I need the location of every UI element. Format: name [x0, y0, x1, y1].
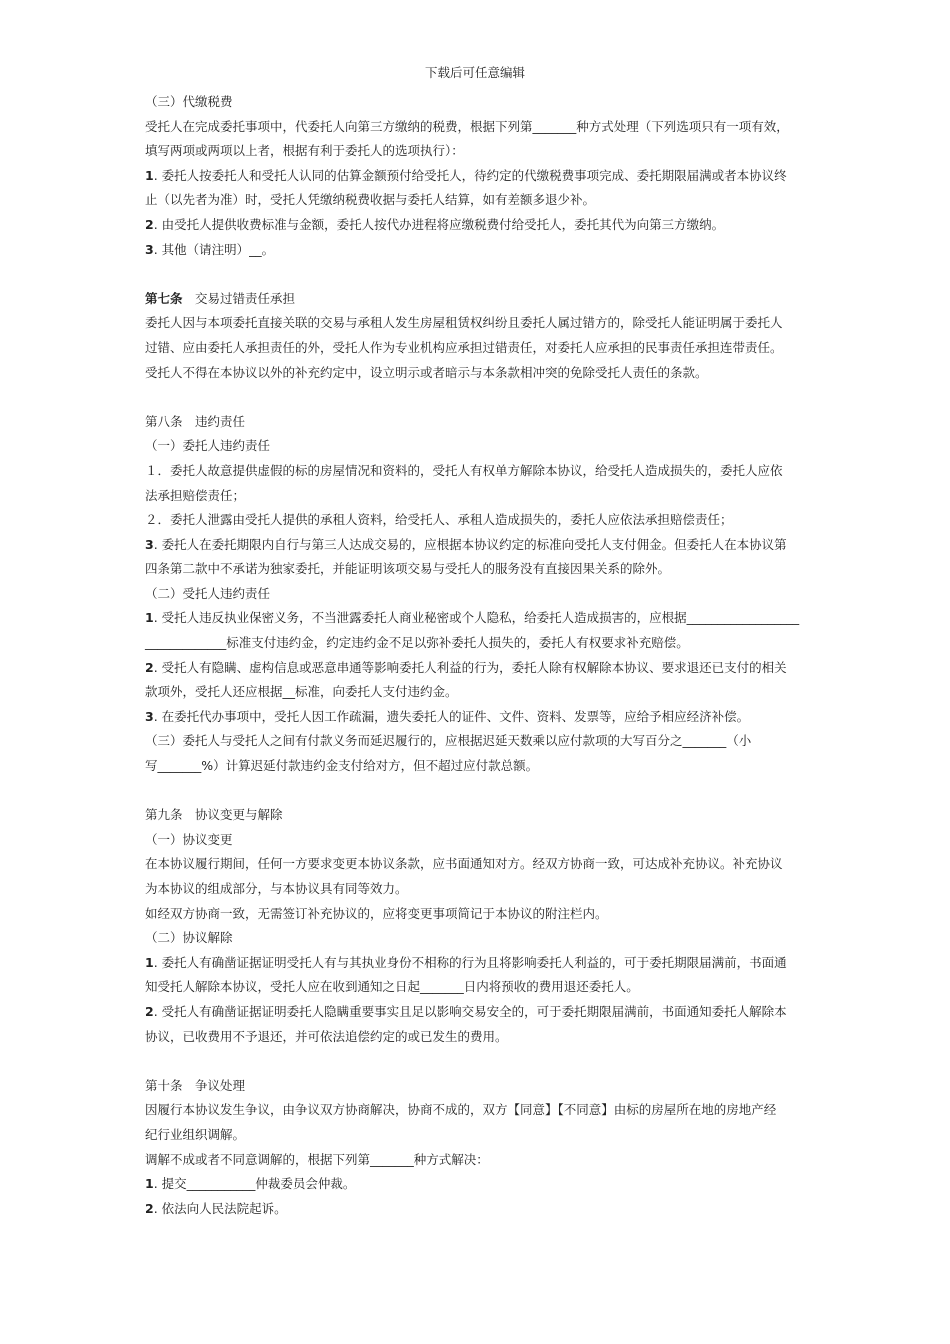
text-line: [145, 139, 825, 164]
text-line: [145, 951, 825, 976]
item-number: 1: [145, 610, 154, 626]
text-line: [145, 680, 825, 705]
item-number: 1: [145, 1176, 154, 1192]
text-line: [145, 311, 825, 336]
line-text: 交易过错责任承担: [182, 290, 296, 306]
text-line: [145, 975, 825, 1000]
document-body: [145, 90, 825, 1221]
paragraph-spacer: [145, 385, 825, 410]
text-line: [145, 1000, 825, 1025]
line-text: 第八条 违约责任: [145, 413, 246, 429]
text-line: [145, 336, 825, 361]
line-text: 知受托人解除本协议，受托人应在收到通知之日起_______日内将预收的费用退还委托人。: [145, 979, 639, 995]
text-line: [145, 1074, 825, 1099]
item-number: 3: [145, 536, 154, 552]
line-text: （一）委托人违约责任: [145, 438, 271, 454]
line-text: （二）协议解除: [145, 930, 233, 946]
text-line: [145, 656, 825, 681]
item-number: 3: [145, 708, 154, 724]
item-number: 2: [145, 1003, 154, 1019]
line-text: 纪行业组织调解。: [145, 1126, 246, 1142]
line-text: . 受托人违反执业保密义务，不当泄露委托人商业秘密或个人隐私，给委托人造成损害的，应根据__________________: [153, 610, 800, 626]
line-text: 第九条 协议变更与解除: [145, 807, 283, 823]
text-line: [145, 508, 825, 533]
line-text: . 委托人按委托人和受托人认同的估算金额预付给受托人，待约定的代缴税费事项完成、委托期限届满或者本协议终: [153, 167, 787, 183]
line-text: . 依法向人民法院起诉。: [153, 1200, 287, 1216]
text-line: [145, 557, 825, 582]
text-line: [145, 533, 825, 558]
line-text: （二）受托人违约责任: [145, 585, 271, 601]
line-text: 因履行本协议发生争议，由争议双方协商解决，协商不成的，双方【同意】【不同意】由标的房屋所在地的房地产经: [145, 1102, 777, 1118]
line-text: . 提交___________仲裁委员会仲裁。: [153, 1176, 356, 1192]
line-text: 受托人不得在本协议以外的补充约定中，设立明示或者暗示与本条款相冲突的免除受托人责任的条款。: [145, 364, 708, 380]
text-line: [145, 828, 825, 853]
text-line: [145, 926, 825, 951]
text-line: [145, 434, 825, 459]
text-line: [145, 164, 825, 189]
text-line: [145, 1098, 825, 1123]
item-number: 1: [145, 954, 154, 970]
paragraph-spacer: [145, 1049, 825, 1074]
line-text: 过错、应由委托人承担责任的外，受托人作为专业机构应承担过错责任，对委托人应承担的民事责任承担连带责任。: [145, 339, 783, 355]
line-text: 如经双方协商一致，无需签订补充协议的，应将变更事项简记于本协议的附注栏内。: [145, 905, 608, 921]
line-text: （三）代缴税费: [145, 94, 233, 109]
line-text: . 其他（请注明）__。: [153, 241, 275, 257]
text-line: [145, 484, 825, 509]
paragraph-spacer: [145, 779, 825, 804]
text-line: [145, 1197, 825, 1222]
text-line: [145, 361, 825, 386]
text-line: [145, 213, 825, 238]
line-text: （三）委托人与受托人之间有付款义务而延迟履行的，应根据迟延天数乘以应付款项的大写百分之_______（小: [145, 733, 752, 749]
text-line: [145, 582, 825, 607]
line-text: 在本协议履行期间，任何一方要求变更本协议条款，应书面通知对方。经双方协商一致，可达成补充协议。补充协议: [145, 856, 783, 872]
line-text: . 委托人有确凿证据证明受托人有与其执业身份不相称的行为且将影响委托人利益的，可于委托期限届满前，书面通: [153, 954, 787, 970]
line-text: . 委托人在委托期限内自行与第三人达成交易的，应根据本协议约定的标准向受托人支付佣金。但委托人在本协议第: [153, 536, 787, 552]
line-text: . 受托人有确凿证据证明委托人隐瞒重要事实且足以影响交易安全的，可于委托期限届满前，书面通知委托人解除本: [153, 1003, 787, 1019]
line-text: 调解不成或者不同意调解的，根据下列第_______种方式解决：: [145, 1151, 489, 1167]
text-line: [145, 90, 825, 115]
text-line: [145, 238, 825, 263]
text-line: [145, 705, 825, 730]
text-line: [145, 188, 825, 213]
line-text: 受托人在完成委托事项中，代委托人向第三方缴纳的税费，根据下列第_______种方式处理（下列选项只有一项有效，: [145, 118, 789, 134]
paragraph-spacer: [145, 262, 825, 287]
text-line: [145, 803, 825, 828]
line-text: 款项外，受托人还应根据__标准，向委托人支付违约金。: [145, 684, 458, 700]
line-text: 法承担赔偿责任；: [145, 487, 246, 503]
text-line: [145, 459, 825, 484]
text-line: [145, 606, 825, 631]
text-line: [145, 631, 825, 656]
line-text: 委托人因与本项委托直接关联的交易与承租人发生房屋租赁权纠纷且委托人属过错方的，除受托人能证明属于委托人: [145, 315, 783, 331]
text-line: [145, 410, 825, 435]
text-line: [145, 852, 825, 877]
item-number: 2: [145, 659, 154, 675]
text-line: [145, 877, 825, 902]
text-line: [145, 1025, 825, 1050]
line-text: . 在委托代办事项中，受托人因工作疏漏，遗失委托人的证件、文件、资料、发票等，应给予相应经济补偿。: [153, 708, 750, 724]
line-text: 写_______%）计算迟延付款违约金支付给对方，但不超过应付款总额。: [145, 758, 539, 774]
line-text: 协议，已收费用不予退还，并可依法追偿约定的或已发生的费用。: [145, 1028, 508, 1044]
text-line: [145, 729, 825, 754]
text-line: [145, 1148, 825, 1173]
line-text: 为本协议的组成部分，与本协议具有同等效力。: [145, 881, 408, 896]
item-number: 2: [145, 216, 154, 232]
line-text: 四条第二款中不承诺为独家委托，并能证明该项交易与受托人的服务没有直接因果关系的除外。: [145, 561, 671, 577]
line-text: １．委托人故意提供虚假的标的房屋情况和资料的，受托人有权单方解除本协议，给受托人造成损失的，委托人应依: [145, 462, 783, 478]
text-line: [145, 287, 825, 312]
page-header: 下载后可任意编辑: [424, 65, 525, 80]
line-text: . 由受托人提供收费标准与金额，委托人按代办进程将应缴税费付给受托人，委托其代为向第三方缴纳。: [153, 216, 725, 232]
line-text: ２．委托人泄露由受托人提供的承租人资料，给受托人、承租人造成损失的，委托人应依法承担赔偿责任；: [145, 512, 733, 528]
item-number: 1: [145, 167, 154, 183]
item-number: 3: [145, 241, 154, 257]
line-text: _____________标准支付违约金，约定违约金不足以弥补委托人损失的，委托人有权要求补充赔偿。: [145, 635, 689, 651]
article-heading: 第七条: [145, 290, 183, 306]
text-line: [145, 902, 825, 927]
line-text: 填写两项或两项以上者，根据有利于委托人的选项执行）：: [145, 143, 464, 159]
text-line: [145, 115, 825, 140]
text-line: [145, 1123, 825, 1148]
item-number: 2: [145, 1200, 154, 1216]
text-line: [145, 1172, 825, 1197]
line-text: . 受托人有隐瞒、虚构信息或恶意串通等影响委托人利益的行为，委托人除有权解除本协议、要求退还已支付的相关: [153, 659, 787, 675]
line-text: 止（以先者为准）时，受托人凭缴纳税费收据与委托人结算，如有差额多退少补。: [145, 192, 596, 208]
line-text: 第十条 争议处理: [145, 1077, 246, 1093]
line-text: （一）协议变更: [145, 831, 233, 847]
text-line: [145, 754, 825, 779]
